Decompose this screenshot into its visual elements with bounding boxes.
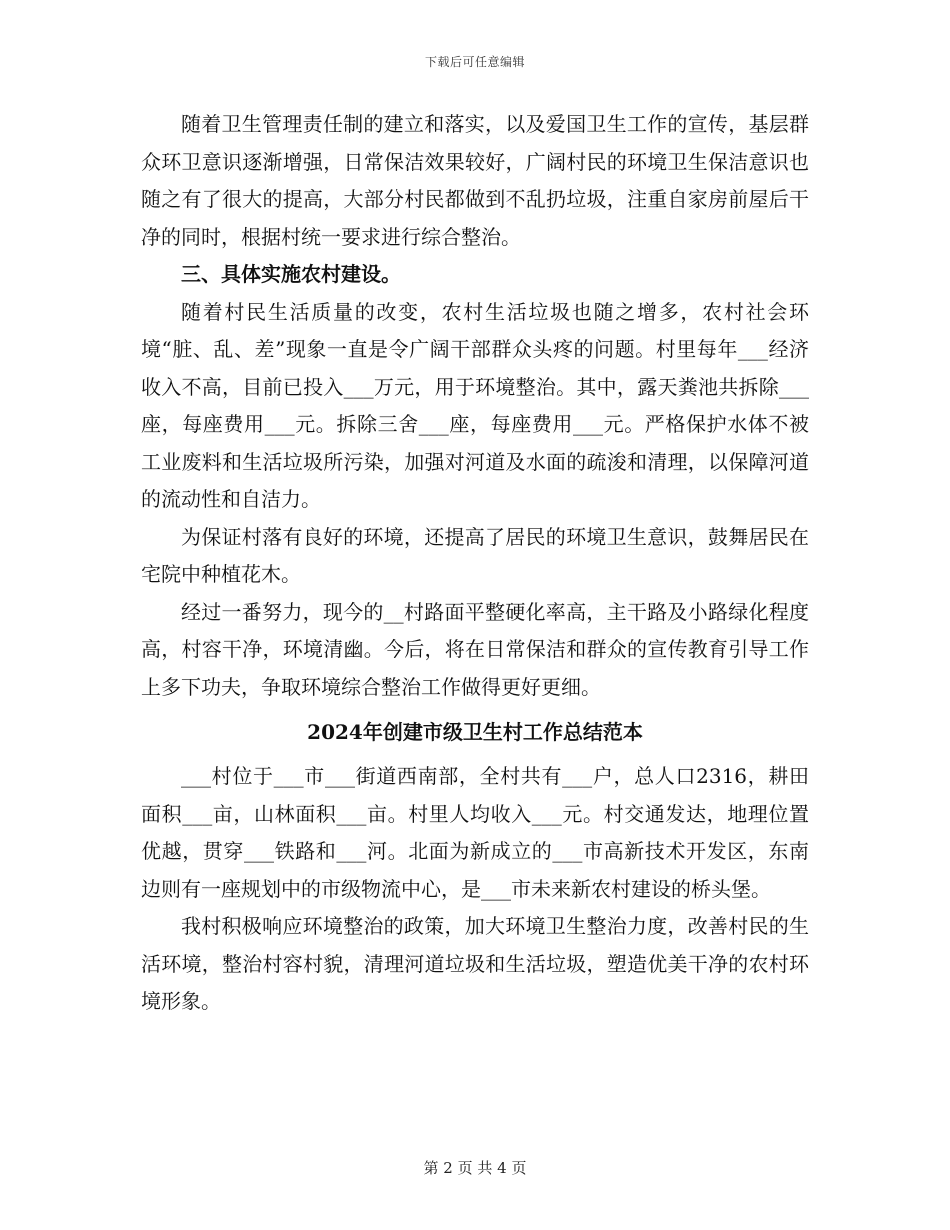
header-note: 下载后可任意编辑 — [424, 55, 525, 69]
paragraph-policy-response: 我村积极响应环境整治的政策，加大环境卫生整治力度，改善村民的生活环境，整治村容村貌，清理河道垃圾和生活垃圾，塑造优美干净的农村环境形象。 — [141, 914, 809, 1013]
paragraph-results-and-plans: 经过一番努力，现今的__村路面平整硬化率高，主干路及小路绿化程度高，村容干净，环境清幽。今后，将在日常保洁和群众的宣传教育引导工作上多下功夫，争取环境综合整治工作做得更好更细。 — [141, 599, 809, 699]
paragraph-resident-awareness: 为保证村落有良好的环境，还提高了居民的环境卫生意识，鼓舞居民在宅院中种植花木。 — [141, 524, 809, 586]
document-title: 2024年创建市级卫生村工作总结范本 — [307, 720, 643, 744]
section-heading-rural-construction: 三、具体实施农村建设。 — [181, 262, 401, 286]
paragraph-village-overview: ___村位于___市___街道西南部，全村共有___户，总人口2316，耕田面积___亩，山林面积___亩。村里人均收入___元。村交通发达，地理位置优越，贯穿___铁路和___河。北面为新成立的___市高新技术开发区，东南边则有一座规划中的市级物流中心，是___市未来新农村建设的桥头堡。 — [141, 764, 809, 901]
page-number: 第 2 页 共 4 页 — [423, 1159, 527, 1177]
paragraph-sanitation-awareness: 随着卫生管理责任制的建立和落实，以及爱国卫生工作的宣传，基层群众环卫意识逐渐增强，日常保洁效果较好，广阔村民的环境卫生保洁意识也随之有了很大的提高，大部分村民都做到不乱扔垃圾，注重自家房前屋后干净的同时，根据村统一要求进行综合整治。 — [141, 112, 809, 249]
paragraph-environment-investment: 随着村民生活质量的改变，农村生活垃圾也随之增多，农村社会环境“脏、乱、差”现象一直是令广阔干部群众头疼的问题。村里每年___经济收入不高，目前已投入___万元，用于环境整治。其中，露天粪池共拆除___座，每座费用___元。拆除三舍___座，每座费用___元。严格保护水体不被工业废料和生活垃圾所污染，加强对河道及水面的疏浚和清理，以保障河道的流动性和自洁力。 — [141, 299, 809, 511]
document-body — [141, 106, 809, 1021]
